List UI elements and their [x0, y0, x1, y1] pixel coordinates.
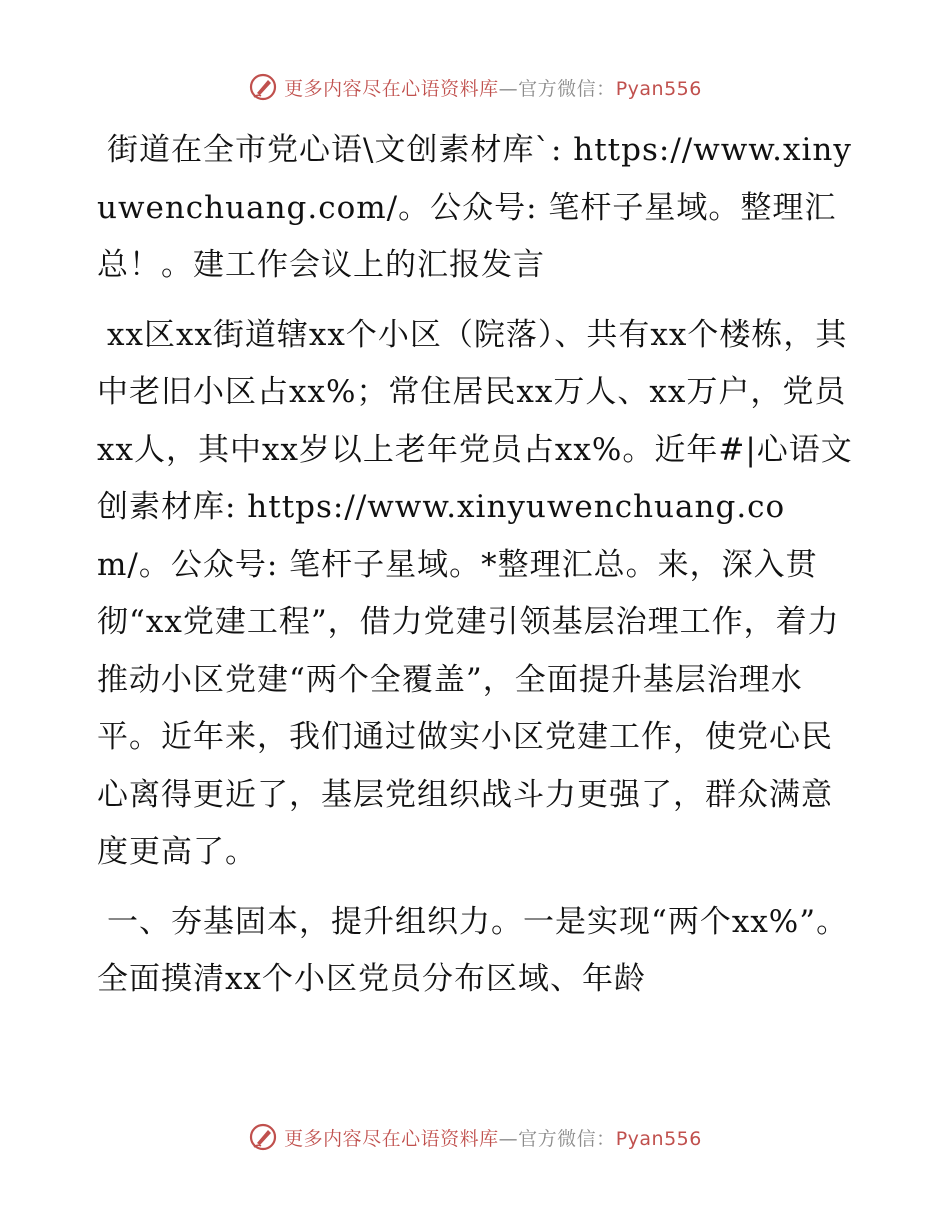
banner-wechat-id: Pyan556 [615, 77, 702, 100]
banner-separator: — [498, 77, 519, 100]
banner-main-text: 更多内容尽在心语资料库 [284, 77, 499, 100]
pen-logo-icon [248, 72, 278, 102]
paragraph-3: 一、夯基固本，提升组织力。一是实现“两个xx%”。全面摸清xx个小区党员分布区域、年龄 [97, 903, 849, 997]
paragraph-1: 街道在全市党心语\文创素材库`: https://www.xinyuwenchuang.com/。公众号: 笔杆子星域。整理汇总！。建工作会议上的汇报发言 [97, 132, 852, 283]
document-body [97, 122, 857, 1009]
banner-main-text: 更多内容尽在心语资料库 [284, 1127, 499, 1150]
banner-separator: — [498, 1127, 519, 1150]
paragraph-2: xx区xx街道辖xx个小区（院落）、共有xx个楼栋，其中老旧小区占xx%；常住居民xx万人、xx万户，党员xx人，其中xx岁以上老年党员占xx%。近年#|心语文创素材库: https://www.xinyuwenchuang.com/。公众号: 笔杆子星域。*整理汇总。来，深入贯彻“xx党建工程”，借力党建引领基层治理工作，着力推动小区党建“两个全覆盖”，全面提升基层治理水平。近年来，我们通过做实小区党建工作，使党心民心离得更近了，基层党组织战斗力更强了，群众满意度更高了。 [97, 316, 853, 870]
banner-label: 官方微信： [518, 77, 616, 100]
header-watermark-banner [0, 72, 950, 102]
banner-text [284, 1124, 702, 1151]
banner-text [284, 74, 702, 101]
footer-watermark-banner [0, 1122, 950, 1152]
pen-logo-icon [248, 1122, 278, 1152]
banner-label: 官方微信： [518, 1127, 616, 1150]
banner-wechat-id: Pyan556 [615, 1127, 702, 1150]
